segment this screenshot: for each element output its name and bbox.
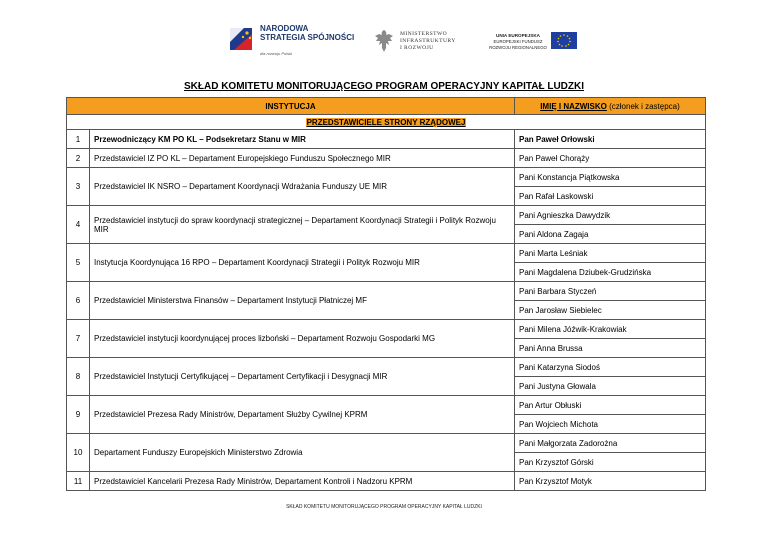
institution-cell: Przedstawiciel Kancelarii Prezesa Rady Ministrów, Departament Kontroli i Nadzoru KPRM: [90, 472, 515, 491]
row-number: 10: [67, 434, 90, 472]
table-row: [67, 149, 706, 168]
institution-cell: Przedstawiciel instytucji koordynującej proces lizboński – Departament Rozwoju Gospodarki MG: [90, 320, 515, 358]
person-cell: Pan Krzysztof Górski: [515, 453, 706, 472]
row-number: 9: [67, 396, 90, 434]
nss-line1: NARODOWA: [260, 24, 309, 33]
committee-table: [66, 97, 706, 491]
table-row: [67, 472, 706, 491]
row-number: 2: [67, 149, 90, 168]
person-cell: Pan Krzysztof Motyk: [515, 472, 706, 491]
logo-bar: [0, 14, 768, 66]
row-number: 7: [67, 320, 90, 358]
person-cell: Pan Wojciech Michota: [515, 415, 706, 434]
nss-tagline: dla rozwoju Polski: [260, 51, 293, 56]
row-number: 8: [67, 358, 90, 396]
mir-line1: MINISTERSTWO: [400, 31, 448, 37]
eu-flag-icon: [551, 32, 577, 49]
section-cell: [67, 115, 706, 130]
nss-flag-icon: [230, 24, 256, 54]
table-row: [67, 396, 706, 415]
eu-logo: [487, 30, 587, 60]
person-cell: Pani Justyna Głowala: [515, 377, 706, 396]
person-cell: Pani Marta Leśniak: [515, 244, 706, 263]
eu-line2: EUROPEJSKI FUNDUSZ: [493, 39, 543, 44]
person-cell: Pani Barbara Styczeń: [515, 282, 706, 301]
mir-text: [400, 31, 456, 52]
section-row: [67, 115, 706, 130]
mir-line3: I ROZWOJU: [400, 45, 434, 51]
table-row: [67, 320, 706, 339]
institution-cell: Przewodniczący KM PO KL – Podsekretarz Stanu w MIR: [90, 130, 515, 149]
person-cell: Pan Jarosław Siebielec: [515, 301, 706, 320]
person-cell: Pani Aldona Zagaja: [515, 225, 706, 244]
table-row: [67, 168, 706, 187]
row-number: 5: [67, 244, 90, 282]
person-cell: Pan Rafał Laskowski: [515, 187, 706, 206]
name-column-header-suffix: (członek i zastępca): [606, 101, 680, 111]
table-row: [67, 434, 706, 453]
name-column-header: [515, 98, 706, 115]
nss-logo: [230, 22, 360, 62]
page-footer: SKŁAD KOMITETU MONITORUJĄCEGO PROGRAM OPERACYJNY KAPITAŁ LUDZKI: [286, 504, 482, 510]
person-cell: Pan Paweł Orłowski: [515, 130, 706, 149]
institution-cell: Departament Funduszy Europejskich Ministerstwo Zdrowia: [90, 434, 515, 472]
eu-line1: UNIA EUROPEJSKA: [496, 33, 540, 38]
row-number: 3: [67, 168, 90, 206]
institution-column-header: INSTYTUCJA: [67, 98, 515, 115]
table-row: [67, 358, 706, 377]
table-row: [67, 282, 706, 301]
mir-logo: [373, 28, 473, 58]
eu-line3: ROZWOJU REGIONALNEGO: [489, 45, 547, 50]
name-column-header-bold: IMIĘ I NAZWISKO: [540, 101, 607, 111]
section-title: PRZEDSTAWICIELE STRONY RZĄDOWEJ: [306, 117, 466, 127]
institution-cell: Przedstawiciel IZ PO KL – Departament Europejskiego Funduszu Społecznego MIR: [90, 149, 515, 168]
eagle-emblem-icon: [373, 28, 395, 54]
institution-cell: Przedstawiciel Ministerstwa Finansów – Departament Instytucji Płatniczej MF: [90, 282, 515, 320]
institution-cell: Przedstawiciel IK NSRO – Departament Koordynacji Wdrażania Funduszy UE MIR: [90, 168, 515, 206]
institution-cell: Instytucja Koordynująca 16 RPO – Departament Koordynacji Strategii i Polityk Rozwoju MIR: [90, 244, 515, 282]
table-header-row: [67, 98, 706, 115]
institution-cell: Przedstawiciel instytucji do spraw koordynacji strategicznej – Departament Koordynacji Strategii i Polityk Rozwoju MIR: [90, 206, 515, 244]
institution-cell: Przedstawiciel Instytucji Certyfikującej – Departament Certyfikacji i Desygnacji MIR: [90, 358, 515, 396]
table-row: [67, 206, 706, 225]
eu-text: [487, 33, 549, 51]
nss-title: [260, 24, 354, 42]
person-cell: Pani Konstancja Piątkowska: [515, 168, 706, 187]
person-cell: Pani Anna Brussa: [515, 339, 706, 358]
row-number: 11: [67, 472, 90, 491]
person-cell: Pani Katarzyna Siodoś: [515, 358, 706, 377]
table-row: [67, 244, 706, 263]
row-number: 6: [67, 282, 90, 320]
institution-cell: Przedstawiciel Prezesa Rady Ministrów, Departament Służby Cywilnej KPRM: [90, 396, 515, 434]
row-number: 1: [67, 130, 90, 149]
nss-line2: STRATEGIA SPÓJNOŚCI: [260, 33, 355, 42]
person-cell: Pani Milena Jóźwik-Krakowiak: [515, 320, 706, 339]
person-cell: Pani Magdalena Dziubek-Grudzińska: [515, 263, 706, 282]
document-title: SKŁAD KOMITETU MONITORUJĄCEGO PROGRAM OPERACYJNY KAPITAŁ LUDZKI: [183, 81, 584, 92]
person-cell: Pani Agnieszka Dawydzik: [515, 206, 706, 225]
person-cell: Pan Artur Obłuski: [515, 396, 706, 415]
row-number: 4: [67, 206, 90, 244]
person-cell: Pan Paweł Chorąży: [515, 149, 706, 168]
person-cell: Pani Małgorzata Zadorożna: [515, 434, 706, 453]
table-row: [67, 130, 706, 149]
mir-line2: INFRASTRUKTURY: [400, 38, 456, 44]
